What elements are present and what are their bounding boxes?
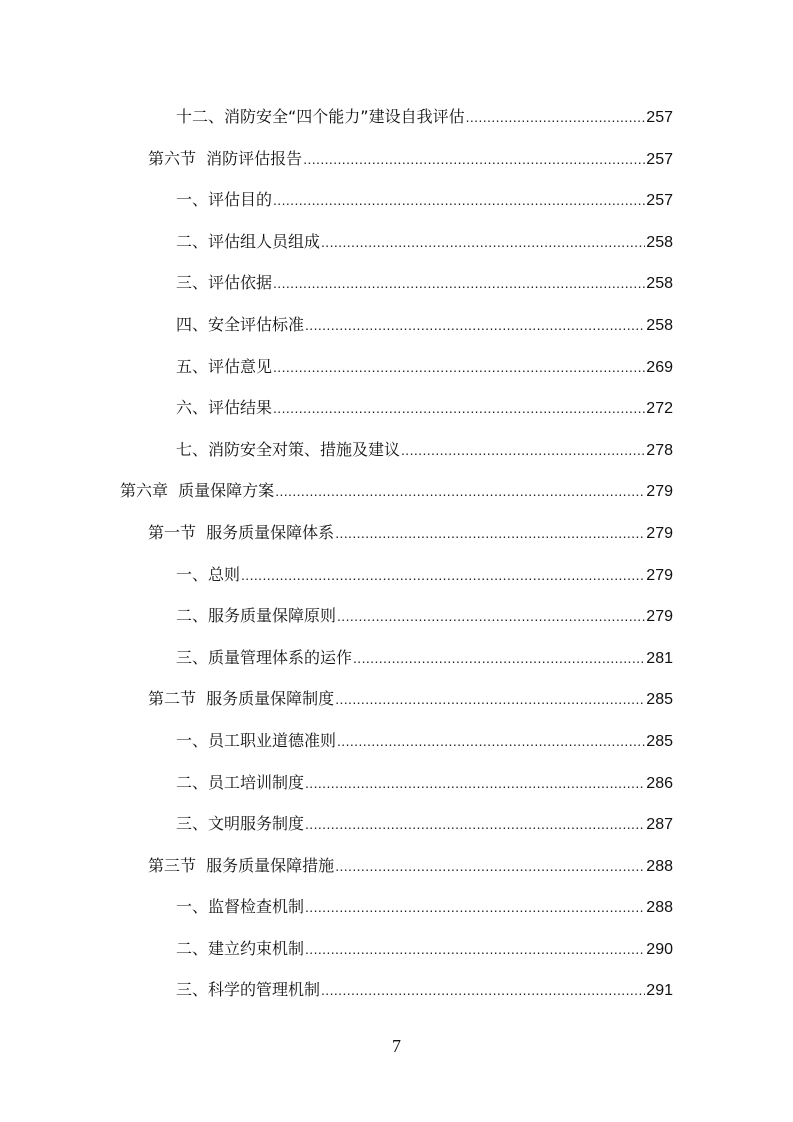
toc-entry[interactable] (0, 312, 793, 354)
toc-entry-page: 258 (646, 233, 673, 251)
toc-dot-leader (305, 312, 645, 338)
toc-dot-leader (275, 478, 645, 504)
toc-dot-leader (321, 977, 645, 1003)
toc-entry-page: 258 (646, 316, 673, 334)
toc-entry-title: 二、服务质量保障原则 (176, 606, 337, 626)
toc-dot-leader (273, 187, 645, 213)
toc-dot-leader (273, 270, 645, 296)
toc-entry-page: 257 (646, 109, 673, 126)
toc-entry-title: 六、评估结果 (176, 398, 273, 418)
toc-dot-leader (305, 894, 645, 920)
toc-entry-page: 285 (646, 732, 673, 750)
toc-entry-page: 290 (646, 940, 673, 958)
toc-entry[interactable] (0, 520, 793, 562)
toc-dot-leader (305, 770, 645, 796)
toc-entry-title: 二、员工培训制度 (176, 772, 305, 792)
toc-entry-title: 四、安全评估标准 (176, 314, 305, 334)
toc-entry[interactable] (0, 686, 793, 728)
toc-entry-page: 257 (646, 192, 673, 210)
toc-dot-leader (273, 354, 645, 380)
toc-entry[interactable] (0, 853, 793, 895)
toc-entry-page: 291 (646, 982, 673, 1000)
toc-entry[interactable] (0, 104, 793, 146)
table-of-contents (0, 104, 793, 1019)
toc-entry-page: 286 (646, 774, 673, 792)
toc-entry-page: 285 (646, 691, 673, 709)
toc-entry-title: 一、评估目的 (176, 190, 273, 210)
toc-dot-leader (273, 395, 645, 421)
toc-entry[interactable] (0, 270, 793, 312)
toc-entry-title: 第二节 服务质量保障制度 (148, 689, 335, 709)
toc-dot-leader (335, 853, 645, 879)
toc-entry[interactable] (0, 229, 793, 271)
toc-dot-leader (321, 229, 645, 255)
toc-entry-title: 第三节 服务质量保障措施 (148, 855, 335, 875)
toc-entry-page: 279 (646, 608, 673, 626)
toc-dot-leader (466, 104, 646, 130)
toc-dot-leader (305, 936, 645, 962)
toc-dot-leader (353, 645, 645, 671)
toc-entry-page: 258 (646, 275, 673, 293)
toc-entry[interactable] (0, 811, 793, 853)
toc-dot-leader (337, 728, 645, 754)
toc-entry[interactable] (0, 437, 793, 479)
toc-entry[interactable] (0, 770, 793, 812)
toc-entry-title: 三、文明服务制度 (176, 814, 305, 834)
toc-dot-leader (303, 146, 645, 172)
toc-entry-page: 281 (646, 649, 673, 667)
toc-entry-title: 第一节 服务质量保障体系 (148, 522, 335, 542)
toc-dot-leader (335, 686, 645, 712)
page-number: 7 (392, 1036, 401, 1056)
toc-entry[interactable] (0, 478, 793, 520)
toc-entry[interactable] (0, 936, 793, 978)
toc-entry-page: 272 (646, 400, 673, 418)
toc-entry-page: 279 (646, 524, 673, 542)
toc-entry-title: 一、总则 (176, 564, 241, 584)
toc-entry-title: 三、评估依据 (176, 273, 273, 293)
toc-entry-page: 288 (646, 899, 673, 917)
toc-entry[interactable] (0, 603, 793, 645)
toc-dot-leader (401, 437, 645, 463)
toc-entry[interactable] (0, 728, 793, 770)
toc-dot-leader (337, 603, 645, 629)
toc-dot-leader (335, 520, 645, 546)
toc-entry[interactable] (0, 395, 793, 437)
toc-dot-leader (241, 562, 645, 588)
toc-entry-title: 一、员工职业道德准则 (176, 730, 337, 750)
toc-entry[interactable] (0, 977, 793, 1019)
toc-entry[interactable] (0, 894, 793, 936)
toc-entry[interactable] (0, 146, 793, 188)
toc-entry-page: 257 (646, 150, 673, 168)
toc-entry-page: 288 (646, 857, 673, 875)
toc-entry-title: 三、质量管理体系的运作 (176, 647, 353, 667)
toc-entry-page: 269 (646, 358, 673, 376)
toc-entry-title: 五、评估意见 (176, 356, 273, 376)
toc-entry-page: 287 (646, 816, 673, 834)
toc-entry-title: 第六节 消防评估报告 (148, 148, 303, 168)
toc-dot-leader (305, 811, 645, 837)
toc-entry[interactable] (0, 562, 793, 604)
toc-entry-page: 279 (646, 566, 673, 584)
toc-entry-title: 二、评估组人员组成 (176, 231, 321, 251)
toc-entry-title: 三、科学的管理机制 (176, 980, 321, 1000)
toc-entry[interactable] (0, 354, 793, 396)
toc-entry-title: 十二、消防安全“四个能力”建设自我评估 (176, 107, 465, 126)
toc-entry-page: 279 (646, 483, 673, 501)
toc-entry-title: 七、消防安全对策、措施及建议 (176, 439, 401, 459)
toc-entry-page: 278 (646, 441, 673, 459)
toc-entry-title: 第六章 质量保障方案 (120, 481, 275, 501)
toc-entry[interactable] (0, 645, 793, 687)
toc-entry[interactable] (0, 187, 793, 229)
toc-entry-title: 一、监督检查机制 (176, 897, 305, 917)
toc-entry-title: 二、建立约束机制 (176, 938, 305, 958)
